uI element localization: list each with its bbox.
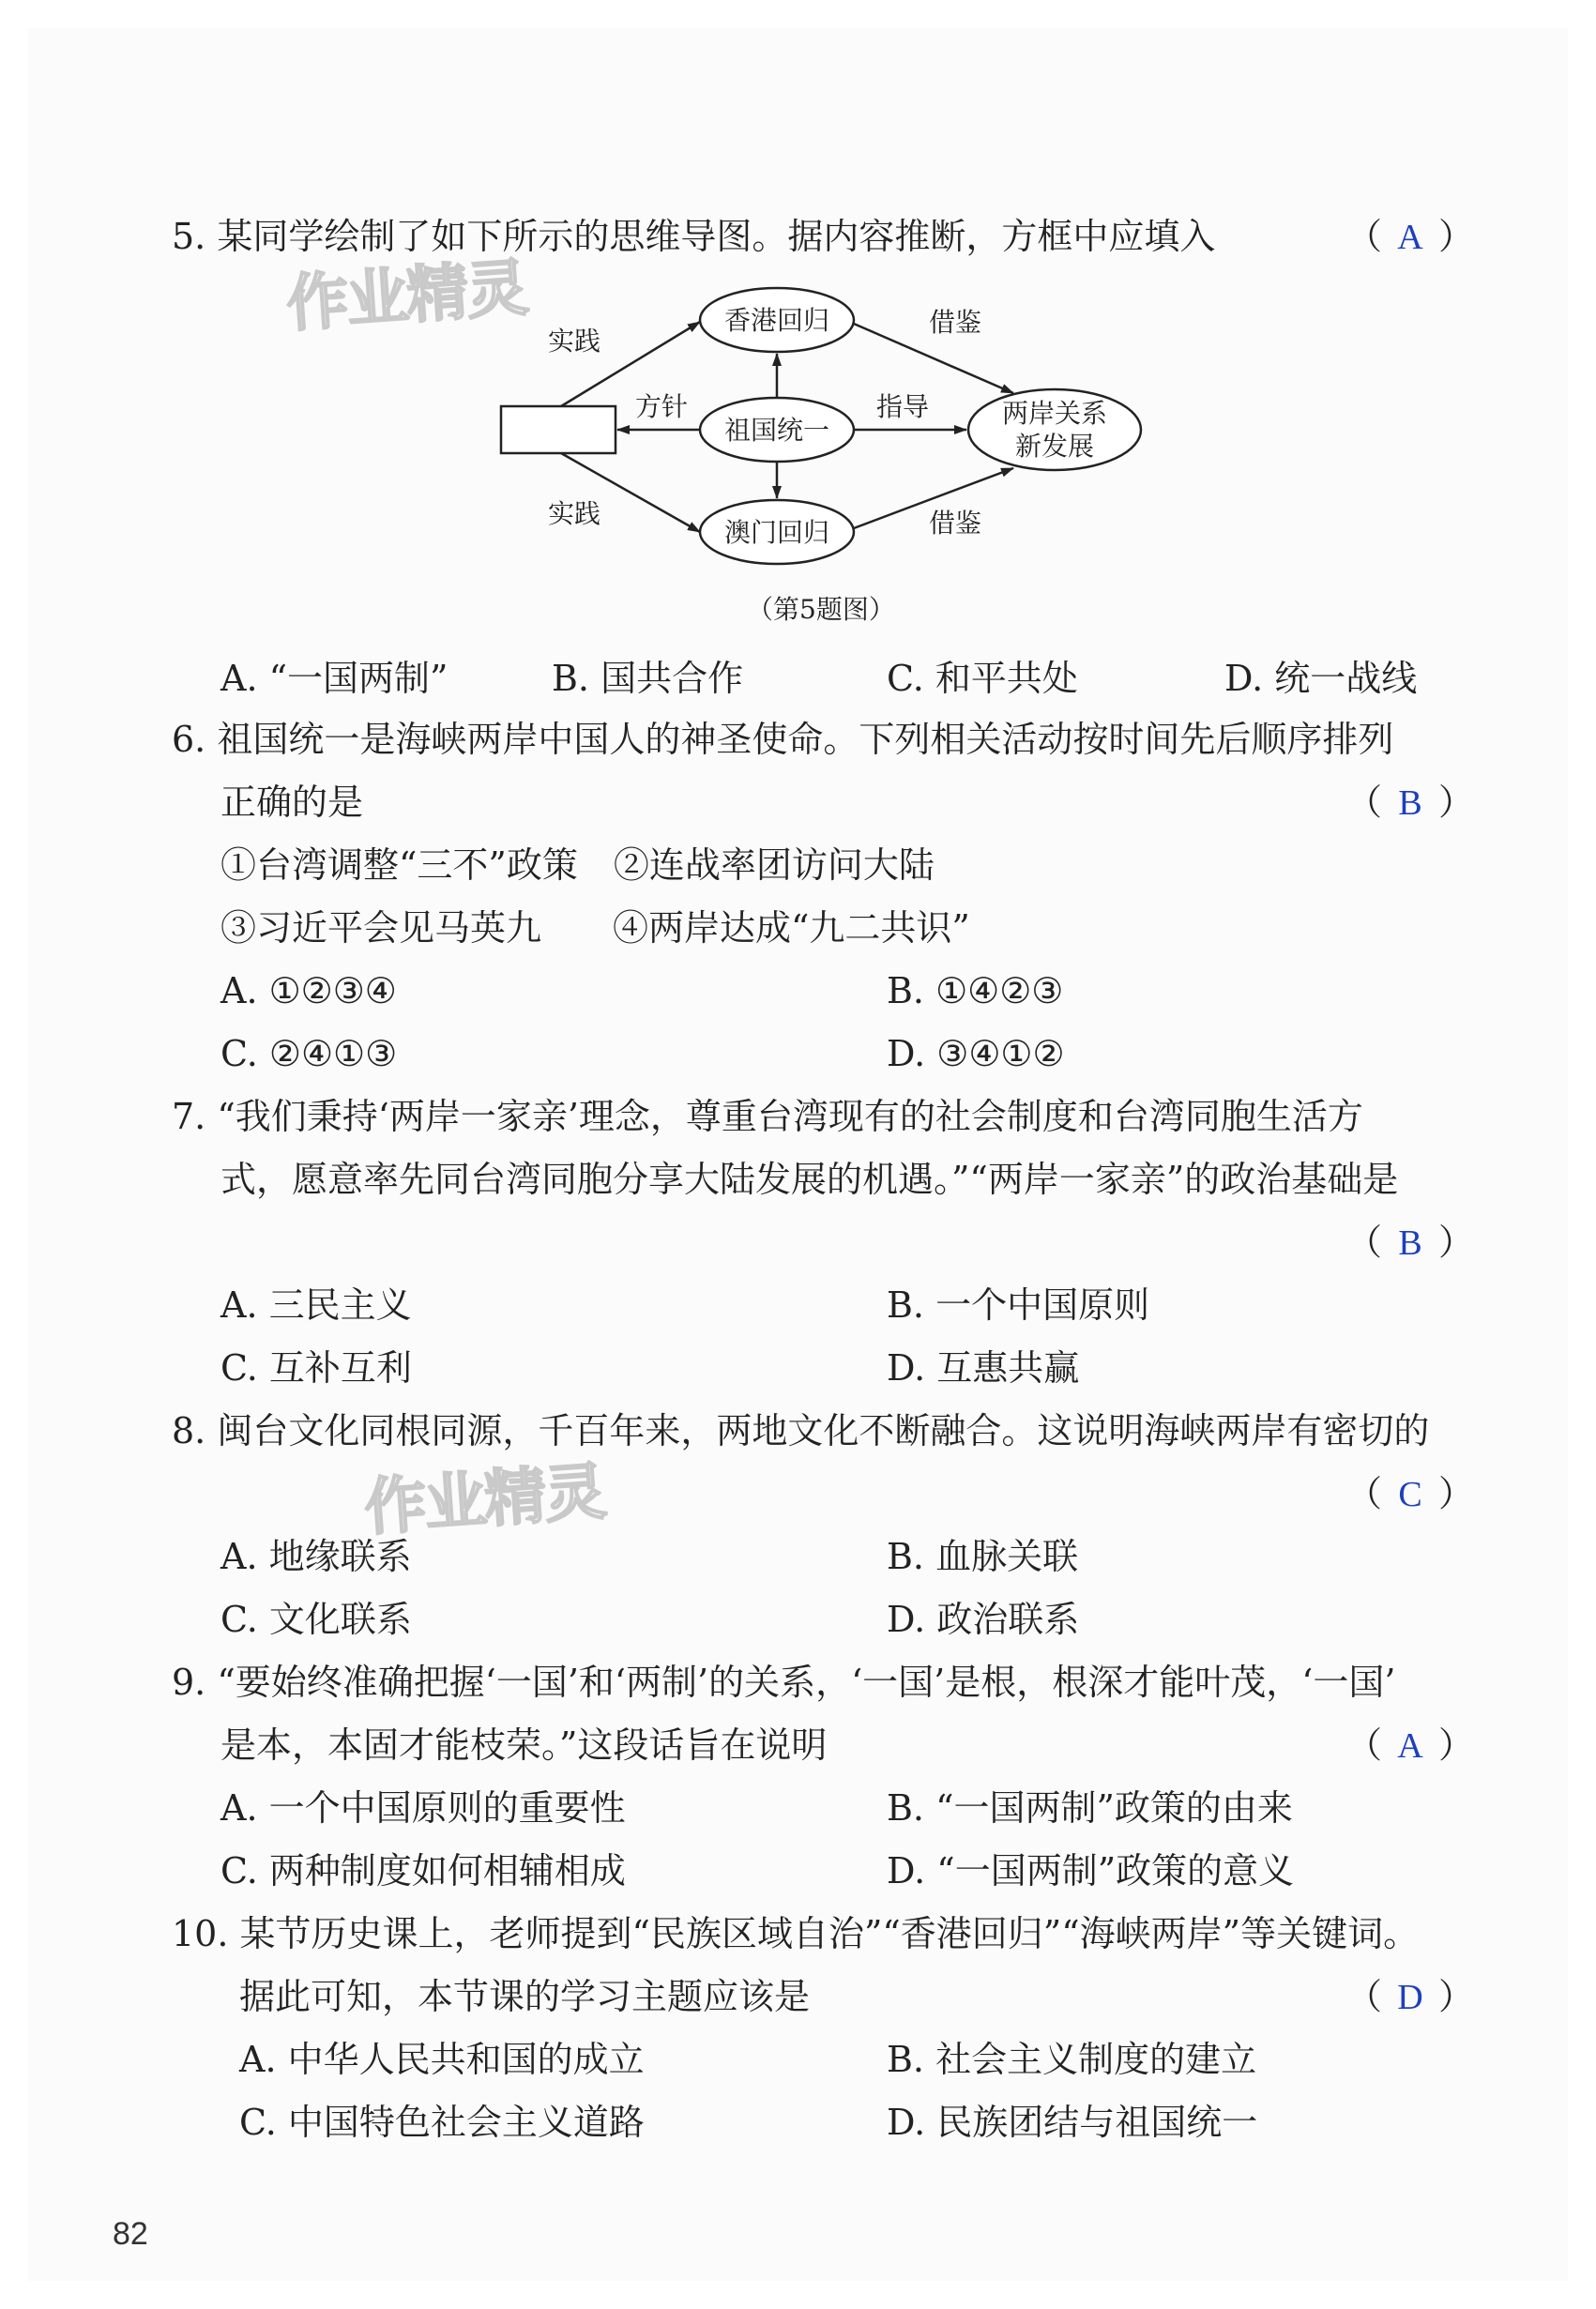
q6-answer-bracket: （ B ） (1346, 780, 1474, 826)
q9-option-c: C. 两种制度如何相辅相成 (220, 1850, 626, 1891)
q9-stem-line1: 9. “要始终准确把握‘一国’和‘两制’的关系，‘一国’是根，根深才能叶茂，‘一国’ (172, 1662, 1396, 1703)
q7-option-b: B. 一个中国原则 (887, 1284, 1150, 1326)
q10-answer-bracket: （ D ） (1346, 1974, 1474, 2020)
page-number: 82 (113, 2216, 148, 2252)
q5-option-b: B. 国共合作 (552, 658, 744, 699)
q10-option-c: C. 中国特色社会主义道路 (239, 2102, 645, 2143)
q5-answer: A (1397, 218, 1423, 257)
watermark-top: 作业精灵 (284, 251, 529, 341)
q6-option-c: C. ②④①③ (220, 1033, 398, 1074)
q6-stem-line2: 正确的是 (220, 782, 364, 823)
watermark-middle: 作业精灵 (362, 1455, 607, 1544)
q9-stem-line2: 是本，本固才能枝荣。”这段话旨在说明 (220, 1724, 828, 1766)
node-reunification-label: 祖国统一 (723, 415, 830, 446)
q7-stem-line2: 式，愿意率先同台湾同胞分享大陆发展的机遇。”“两岸一家亲”的政治基础是 (220, 1159, 1399, 1200)
q9-answer-bracket: （ A ） (1346, 1723, 1474, 1769)
q7-answer: B (1398, 1223, 1422, 1263)
edge-label-guide: 指导 (875, 391, 930, 422)
q9-answer: A (1397, 1726, 1423, 1766)
q8-option-c: C. 文化联系 (220, 1599, 412, 1640)
q6-stem-line1: 6. 祖国统一是海峡两岸中国人的神圣使命。下列相关活动按时间先后顺序排列 (172, 719, 1394, 760)
node-macau-label: 澳门回归 (723, 517, 830, 548)
q8-option-b: B. 血脉关联 (887, 1536, 1079, 1577)
q7-option-d: D. 互惠共赢 (887, 1347, 1080, 1389)
node-cross-strait-label-2: 新发展 (1014, 431, 1095, 462)
q6-items-line2: ③习近平会见马英九 ④两岸达成“九二共识” (220, 907, 970, 949)
q10-stem-line1: 10. 某节历史课上，老师提到“民族区域自治”“香港回归”“海峡两岸”等关键词。 (172, 1913, 1420, 1954)
q5-answer-bracket: （ A ） (1346, 214, 1474, 260)
edge-label-borrow-bottom: 借鉴 (928, 508, 982, 539)
q5-blank-box (501, 406, 616, 453)
q8-option-a: A. 地缘联系 (220, 1536, 412, 1577)
q8-answer-bracket: （ C ） (1346, 1471, 1474, 1517)
q6-items-line1: ①台湾调整“三不”政策 ②连战率团访问大陆 (220, 844, 935, 886)
q7-option-c: C. 互补互利 (220, 1347, 412, 1389)
q10-option-b: B. 社会主义制度的建立 (887, 2039, 1257, 2080)
q8-option-d: D. 政治联系 (887, 1599, 1080, 1640)
q5-mind-map (488, 286, 1163, 577)
q9-option-d: D. “一国两制”政策的意义 (887, 1850, 1295, 1891)
q8-stem-line1: 8. 闽台文化同根同源，千百年来，两地文化不断融合。这说明海峡两岸有密切的 (172, 1410, 1430, 1451)
q5-stem: 5. 某同学绘制了如下所示的思维导图。据内容推断，方框中应填入 (172, 216, 1216, 257)
edge-label-borrow-top: 借鉴 (928, 307, 982, 338)
q6-answer: B (1398, 783, 1422, 823)
edge-label-policy: 方针 (634, 391, 689, 422)
q7-answer-bracket: （ B ） (1346, 1220, 1474, 1266)
q9-option-b: B. “一国两制”政策的由来 (887, 1787, 1293, 1829)
q10-option-d: D. 民族团结与祖国统一 (887, 2102, 1258, 2143)
q7-stem-line1: 7. “我们秉持‘两岸一家亲’理念，尊重台湾现有的社会制度和台湾同胞生活方 (172, 1096, 1363, 1137)
q5-option-c: C. 和平共处 (887, 658, 1078, 699)
q8-answer: C (1398, 1475, 1422, 1514)
q5-option-d: D. 统一战线 (1224, 658, 1418, 699)
node-cross-strait-label-1: 两岸关系 (1001, 398, 1108, 429)
q9-option-a: A. 一个中国原则的重要性 (220, 1787, 626, 1829)
q6-option-b: B. ①④②③ (887, 970, 1064, 1011)
q10-stem-line2: 据此可知，本节课的学习主题应该是 (239, 1976, 811, 2017)
edge-label-practice-top: 实践 (547, 326, 601, 357)
q10-option-a: A. 中华人民共和国的成立 (239, 2039, 645, 2080)
q6-option-a: A. ①②③④ (220, 970, 397, 1011)
edge-label-practice-bottom: 实践 (547, 498, 601, 529)
q5-option-a: A. “一国两制” (220, 658, 448, 699)
node-hongkong-label: 香港回归 (723, 305, 830, 336)
q6-option-d: D. ③④①② (887, 1033, 1065, 1074)
q5-figure-caption: （第5题图） (747, 594, 895, 625)
q7-option-a: A. 三民主义 (220, 1284, 412, 1326)
q10-answer: D (1397, 1978, 1423, 2017)
